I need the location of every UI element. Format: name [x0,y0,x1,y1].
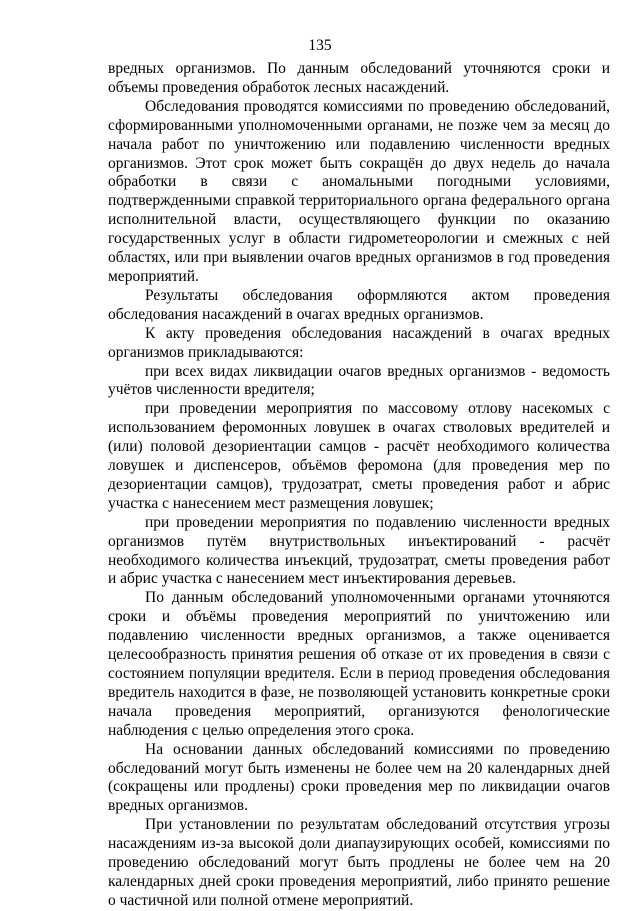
list-item: при проведении мероприятия по подавлению численности вредных организмов путём внутриствольных инъектирований - расчёт необходимого количества инъекций, трудозатрат, сметы проведения работ и абрис участка с нанесением мест инъектирования деревьев. [108,513,610,588]
body-text [108,60,610,911]
paragraph: По данным обследований уполномоченными органами уточняются сроки и объёмы проведения мероприятий по уничтожению или подавлению численности вредных организмов, а также оценивается целесообразность принятия решения об отказе от их проведения в связи с состоянием популяции вредителя. Если в период проведения обследования вредитель находится в фазе, не позволяющей установить конкретные сроки начала проведения мероприятий, организуются фенологические наблюдения с целью определения этого срока. [108,589,610,739]
paragraph: При установлении по результатам обследований отсутствия угрозы насаждениям из-за высокой доли диапаузирующих особей, комиссиями по проведению обследований могут быть продлены не более чем на 20 календарных дней сроки проведения мероприятий, либо принято решение о частичной или полной отмене мероприятий. [108,816,610,909]
page-number: 135 [308,37,332,54]
paragraph: Результаты обследования оформляются актом проведения обследования насаждений в очагах вредных организмов. [108,286,610,323]
list-item: при проведении мероприятия по массовому отлову насекомых с использованием феромонных ловушек в очагах стволовых вредителей и (или) половой дезориентации самцов - расчёт необходимого количества ловушек и диспенсеров, объёмов феромона (для проведения мер по дезориентации самцов), трудозатрат, сметы проведения работ и абрис участка с нанесением мест размещения ловушек; [108,400,610,512]
list-item: при всех видах ликвидации очагов вредных организмов - ведомость учётов численности вредителя; [108,362,610,399]
paragraph: К акту проведения обследования насаждений в очагах вредных организмов прикладываются: [108,324,610,361]
paragraph: Обследования проводятся комиссиями по проведению обследований, сформированными уполномоченными органами, не позже чем за месяц до начала работ по уничтожению или подавлению численности вредных организмов. Этот срок может быть сокращён до двух недель до начала обработки в связи с аномальными погодными условиями, подтвержденными справкой территориального органа федерального органа исполнительной власти, осуществляющего функции по оказанию государственных услуг в области гидрометеорологии и смежных с ней областях, или при выявлении очагов вредных организмов в год проведения мероприятий. [108,97,610,285]
paragraph: На основании данных обследований комиссиями по проведению обследований могут быть изменены не более чем на 20 календарных дней (сокращены или продлены) сроки проведения мер по ликвидации очагов вредных организмов. [108,740,610,815]
paragraph: вредных организмов. По данным обследований уточняются сроки и объемы проведения обработок лесных насаждений. [108,60,610,96]
